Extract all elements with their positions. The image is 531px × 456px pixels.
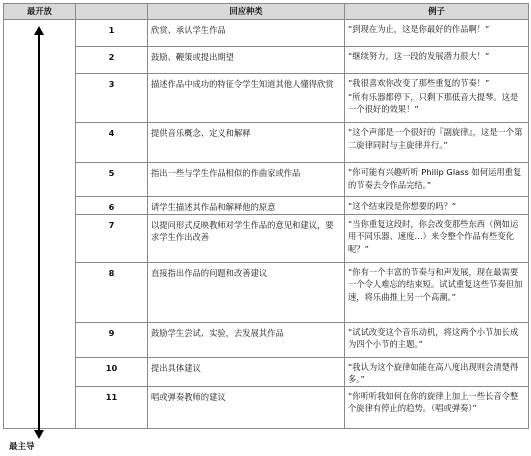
example-cell [345, 163, 529, 197]
response-type-cell: 提出具体建议 [148, 357, 345, 386]
example-text: “继续努力，这一段的发展潜力很大！” [348, 51, 490, 61]
example-text: “我很喜欢你改变了那些重复的节奏！” [348, 78, 490, 88]
header-spacer [76, 4, 148, 20]
table-row [4, 262, 529, 322]
axis-cell [4, 214, 76, 262]
table-row [4, 20, 529, 47]
table-row [4, 74, 529, 123]
row-number: 7 [76, 214, 148, 262]
example-cell [345, 47, 529, 74]
axis-cell [4, 197, 76, 215]
response-type-cell: 鼓励学生尝试、实验，去发展其作品 [148, 322, 345, 357]
example-cell [345, 322, 529, 357]
feedback-table-document [3, 3, 528, 453]
example-cell [345, 262, 529, 322]
example-cell [345, 214, 529, 262]
table-row [4, 357, 529, 386]
example-cell [345, 20, 529, 47]
example-text: “我认为这个旋律如能在高八度出现则会清楚得多。” [348, 361, 519, 384]
row-number: 2 [76, 47, 148, 74]
example-text: “你有一个丰富的节奏与和声发展，现在最需要一个令人难忘的结束短。试试重复这些节奏但加速，将乐曲推上另一个高潮。” [348, 266, 523, 302]
row-number: 4 [76, 123, 148, 163]
response-type-cell: 欣赏、承认学生作品 [148, 20, 345, 47]
axis-cell [4, 163, 76, 197]
row-number: 8 [76, 262, 148, 322]
table-row [4, 123, 529, 163]
axis-cell [4, 357, 76, 386]
response-type-cell: 唱或弹奏教师的建议 [148, 386, 345, 428]
example-cell [345, 197, 529, 215]
table-row [4, 214, 529, 262]
example-text: “到现在为止，这是你最好的作品啊！” [348, 24, 490, 34]
axis-cell [4, 386, 76, 428]
response-type-cell: 直接指出作品的问题和改善建议 [148, 262, 345, 322]
example-text: “试试改变这个音乐动机，将这两个小节加长成为四个小节的主题。” [348, 326, 519, 349]
response-type-cell: 请学生描述其作品和解释他的原意 [148, 197, 345, 215]
axis-cell [4, 322, 76, 357]
row-number: 1 [76, 20, 148, 47]
example-cell [345, 357, 529, 386]
example-text: “所有乐器都停下，只剩下那低音大提琴。这是一个很好的效果！” [348, 91, 519, 114]
row-number: 5 [76, 163, 148, 197]
table-row [4, 47, 529, 74]
table-header-row [4, 4, 529, 20]
response-type-cell: 提供音乐概念、定义和解释 [148, 123, 345, 163]
table-row [4, 322, 529, 357]
axis-cell [4, 262, 76, 322]
header-most-open: 最开放 [4, 4, 76, 20]
example-text: “这个结束段是你想要的吗？” [348, 201, 457, 211]
response-types-table [3, 3, 529, 429]
response-type-cell: 以提问形式反映教师对学生作品的意见和建议，要求学生作出改善 [148, 214, 345, 262]
table-row [4, 386, 529, 428]
axis-cell [4, 123, 76, 163]
row-number: 10 [76, 357, 148, 386]
axis-cell [4, 74, 76, 123]
row-number: 3 [76, 74, 148, 123]
axis-cell [4, 20, 76, 47]
header-example: 例子 [345, 4, 529, 20]
example-text: “当你重复这段时，你会改变那些东西（例如运用不同乐器、速度…）来令整个作品有些变化呢？” [348, 218, 519, 254]
example-text: “你听听我如何在你的旋律上加上一些长音令整个旋律有停止的趋势。（唱或弹奏）” [348, 390, 519, 413]
axis-cell [4, 47, 76, 74]
row-number: 11 [76, 386, 148, 428]
axis-bottom-label: 最主导 [9, 442, 35, 452]
row-number: 6 [76, 197, 148, 215]
example-cell [345, 386, 529, 428]
table-row [4, 197, 529, 215]
response-type-cell: 指出一些与学生作品相似的作曲家或作品 [148, 163, 345, 197]
example-cell [345, 123, 529, 163]
response-type-cell: 描述作品中成功的特征令学生知道其他人懂得欣赏 [148, 74, 345, 123]
example-cell [345, 74, 529, 123]
header-response-type: 回应种类 [148, 4, 345, 20]
example-text: “这个声部是一个很好的『副旋律』，这是一个第二旋律同时与主旋律并行。” [348, 127, 523, 150]
arrow-down-icon [34, 430, 44, 439]
response-type-cell: 鼓励、鞭策或提出期望 [148, 47, 345, 74]
table-row [4, 163, 529, 197]
row-number: 9 [76, 322, 148, 357]
example-text: “你可能有兴趣听听 Philip Glass 如何运用重复的节奏去令作品完结。” [348, 167, 522, 190]
